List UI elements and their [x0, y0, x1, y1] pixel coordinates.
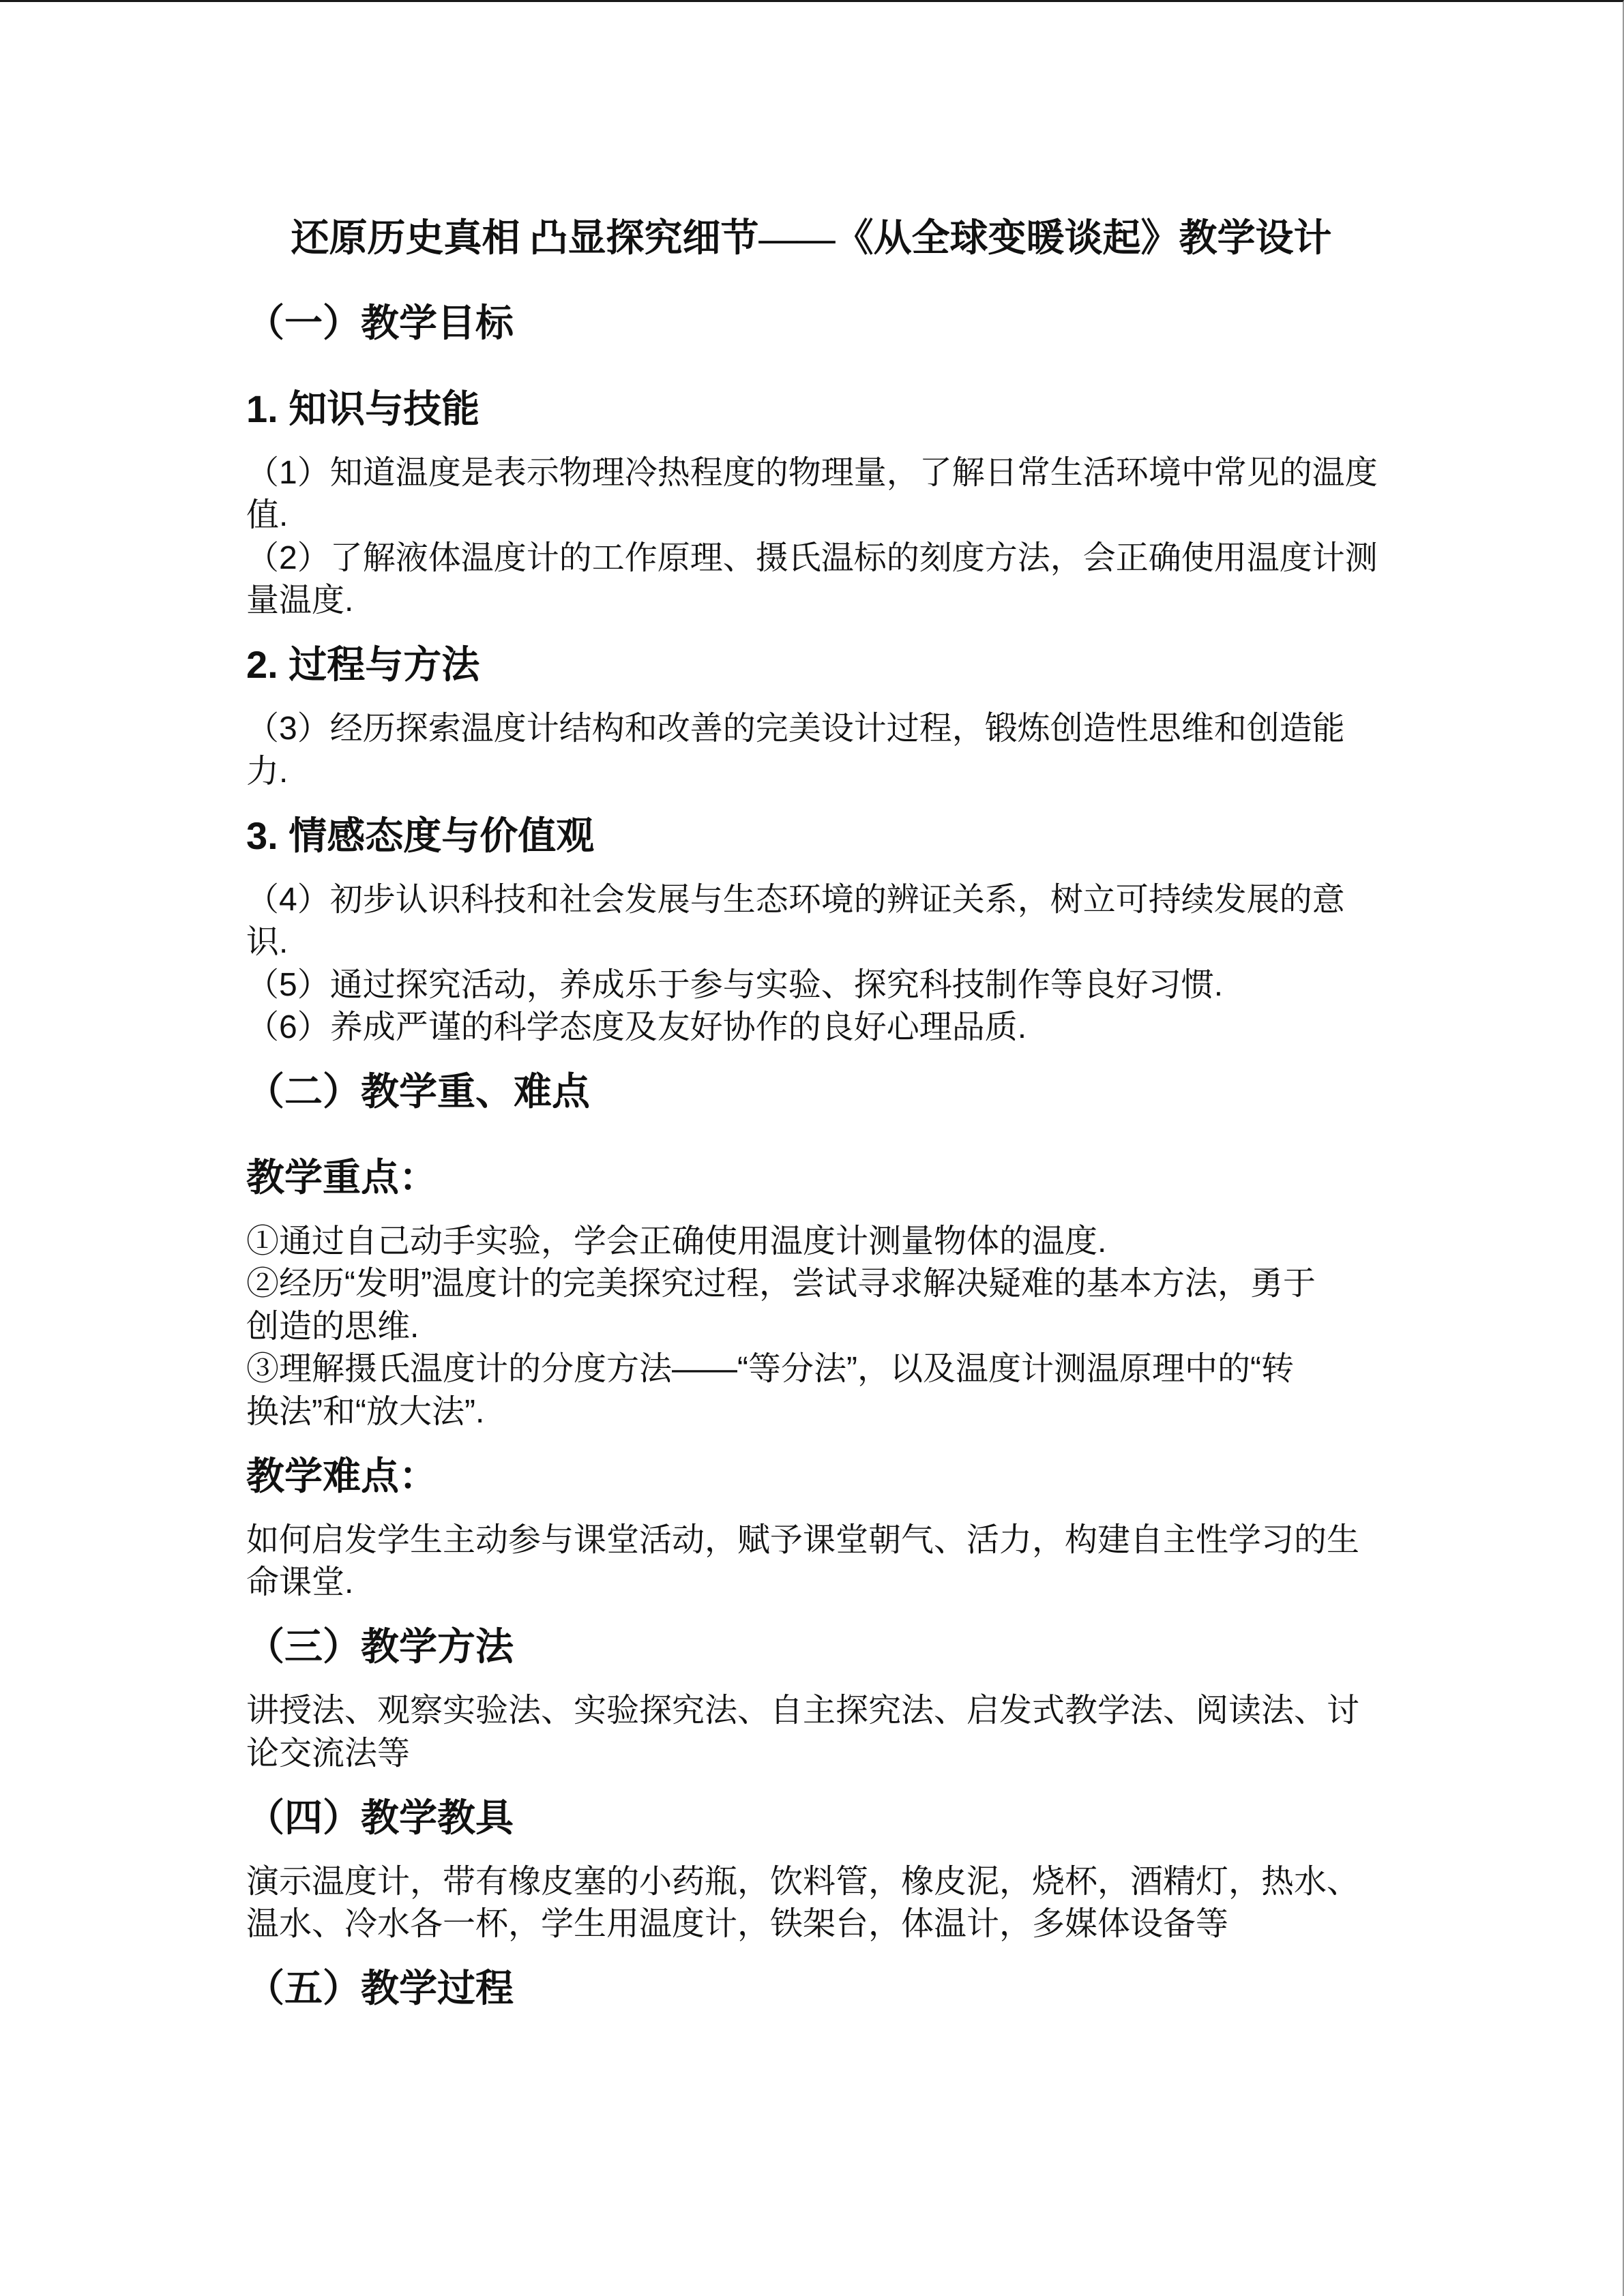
text-line: （5）通过探究活动，养成乐于参与实验、探究科技制作等良好习惯.	[246, 966, 1224, 1003]
text-line: 命课堂.	[246, 1564, 354, 1600]
section-heading-key-difficult-points: （二）教学重、难点	[246, 1070, 590, 1113]
text-line: 换法”和“放大法”.	[246, 1393, 485, 1430]
difficulty-item	[246, 1519, 1419, 1605]
text-line: 创造的思维.	[246, 1308, 419, 1345]
subsection-heading-key-points: 教学重点：	[246, 1155, 437, 1199]
key-point-item	[246, 1348, 1419, 1433]
text-line: 值.	[246, 497, 289, 533]
text-line: ③理解摄氏温度计的分度方法——“等分法”，以及温度计测温原理中的“转	[246, 1351, 1294, 1387]
text-line: 讲授法、观察实验法、实验探究法、自主探究法、启发式教学法、阅读法、讨	[246, 1693, 1360, 1729]
text-line: 如何启发学生主动参与课堂活动，赋予课堂朝气、活力，构建自主性学习的生	[246, 1521, 1360, 1558]
objective-item	[246, 879, 1419, 964]
text-line: （6）养成严谨的科学态度及友好协作的良好心理品质.	[246, 1009, 1027, 1045]
text-line: ①通过自己动手实验，学会正确使用温度计测量物体的温度.	[246, 1223, 1107, 1259]
document-body	[246, 302, 1419, 2010]
key-point-item	[246, 1263, 1419, 1348]
teaching-aids-paragraph	[246, 1861, 1419, 1946]
text-line: ②经历“发明”温度计的完美探究过程，尝试寻求解决疑难的基本方法，勇于	[246, 1266, 1316, 1302]
subsection-heading-difficulties: 教学难点：	[246, 1454, 437, 1497]
document-title: 还原历史真相 凸显探究细节——《从全球变暖谈起》教学设计	[291, 218, 1332, 260]
text-line: 演示温度计，带有橡皮塞的小药瓶，饮料管，橡皮泥，烧杯，酒精灯，热水、	[246, 1863, 1360, 1900]
section-heading-objectives: （一）教学目标	[246, 301, 514, 344]
text-line: （1）知道温度是表示物理冷热程度的物理量，了解日常生活环境中常见的温度	[246, 454, 1378, 491]
objective-item	[246, 1007, 1419, 1049]
objective-item	[246, 964, 1419, 1007]
objective-item	[246, 452, 1419, 537]
text-line: 识.	[246, 924, 289, 960]
subsection-heading-attitude: 3. 情感态度与价值观	[246, 814, 595, 857]
text-line: 论交流法等	[246, 1735, 411, 1772]
subsection-heading-knowledge: 1. 知识与技能	[246, 387, 480, 430]
section-heading-teaching-aids: （四）教学教具	[246, 1795, 514, 1839]
text-line: （4）初步认识科技和社会发展与生态环境的辨证关系，树立可持续发展的意	[246, 881, 1345, 918]
objective-item	[246, 537, 1419, 623]
section-heading-teaching-process: （五）教学过程	[246, 1967, 514, 2010]
section-heading-methods: （三）教学方法	[246, 1625, 514, 1668]
text-line: （2）了解液体温度计的工作原理、摄氏温标的刻度方法，会正确使用温度计测	[246, 539, 1378, 576]
text-line: （3）经历探索温度计结构和改善的完美设计过程，锻炼创造性思维和创造能	[246, 711, 1345, 747]
methods-paragraph	[246, 1690, 1419, 1775]
subsection-heading-process: 2. 过程与方法	[246, 643, 480, 686]
key-point-item	[246, 1221, 1419, 1264]
text-line: 量温度.	[246, 582, 354, 618]
text-line: 力.	[246, 753, 289, 790]
objective-item	[246, 708, 1419, 793]
text-line: 温水、冷水各一杯，学生用温度计，铁架台，体温计，多媒体设备等	[246, 1906, 1229, 1942]
